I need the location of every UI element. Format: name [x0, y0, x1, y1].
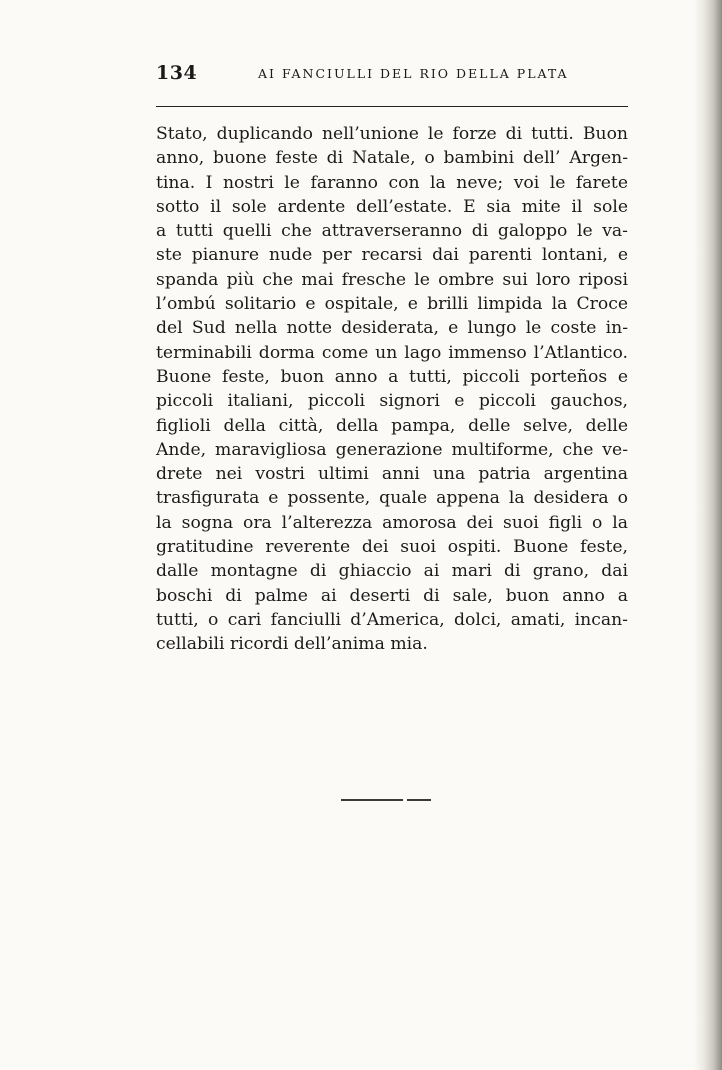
body-text — [156, 122, 628, 657]
text-line: terminabili dorma come un lago immenso l’Atlantico. — [156, 342, 628, 363]
text-line: a tutti quelli che attraverseranno di galoppo le va- — [156, 221, 628, 242]
running-head: AI FANCIULLI DEL RIO DELLA PLATA — [258, 66, 569, 81]
text-line: l’ombú solitario e ospitale, e brilli limpida la Croce — [156, 294, 628, 315]
page-number: 134 — [156, 62, 198, 84]
page-header — [156, 62, 628, 88]
page-spine-shadow — [694, 0, 722, 1070]
end-of-section-rule — [341, 799, 431, 801]
text-line: Buone feste, buon anno a tutti, piccoli porteños e — [156, 366, 628, 387]
text-line: tutti, o cari fanciulli d’America, dolci, amati, incan- — [156, 609, 628, 630]
text-line: figlioli della città, della pampa, delle selve, delle — [156, 415, 628, 436]
text-line: sotto il sole ardente dell’estate. E sia mite il sole — [156, 196, 628, 217]
text-line: Stato, duplicando nell’unione le forze di tutti. Buon — [156, 124, 628, 144]
text-line: piccoli italiani, piccoli signori e piccoli gauchos, — [156, 391, 628, 412]
text-line: la sogna ora l’alterezza amorosa dei suoi figli o la — [156, 512, 628, 533]
text-line-last: cellabili ricordi dell’anima mia. — [156, 634, 428, 655]
text-line: dalle montagne di ghiaccio ai mari di grano, dai — [156, 561, 628, 582]
text-line: anno, buone feste di Natale, o bambini dell’ Argen- — [156, 148, 628, 169]
text-line: trasfigurata e possente, quale appena la desidera o — [156, 488, 628, 509]
text-line: gratitudine reverente dei suoi ospiti. Buone feste, — [156, 537, 628, 558]
text-line: spanda più che mai fresche le ombre sui loro riposi — [156, 269, 628, 290]
text-line: Ande, maravigliosa generazione multiforme, che ve- — [156, 439, 628, 460]
header-rule — [156, 106, 628, 107]
text-line: drete nei vostri ultimi anni una patria argentina — [156, 464, 628, 485]
text-line: boschi di palme ai deserti di sale, buon anno a — [156, 585, 628, 606]
text-line: tina. I nostri le faranno con la neve; voi le farete — [156, 172, 628, 193]
text-line: del Sud nella notte desiderata, e lungo le coste in- — [156, 318, 628, 339]
text-line: ste pianure nude per recarsi dai parenti lontani, e — [156, 245, 628, 266]
